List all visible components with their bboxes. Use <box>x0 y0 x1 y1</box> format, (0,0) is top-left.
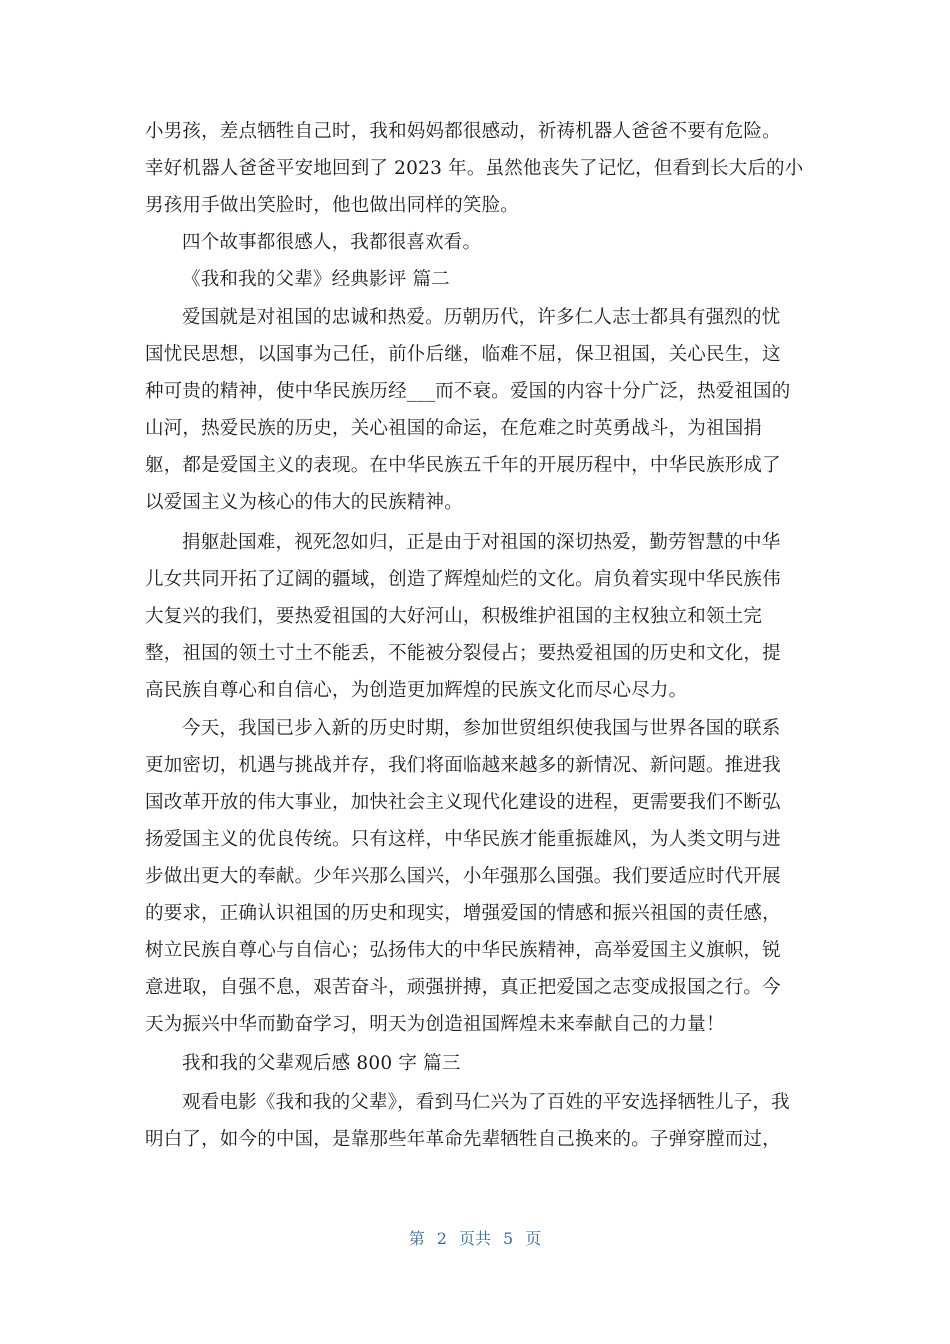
body-line-22: 的要求，正确认识祖国的历史和现实，增强爱国的情感和振兴祖国的责任感， <box>145 903 781 924</box>
page-footer <box>0 1226 950 1249</box>
section-heading-2: 《我和我的父辈》经典影评 篇二 <box>182 269 450 290</box>
body-line-14: 大复兴的我们，要热爱祖国的大好河山，积极维护祖国的主权独立和领土完 <box>145 606 763 627</box>
body-line-25: 天为振兴中华而勤奋学习，明天为创造祖国辉煌未来奉献自己的力量！ <box>145 1014 725 1035</box>
body-line-28: 明白了，如今的中国，是靠那些年革命先辈牺牲自己换来的。子弹穿膛而过， <box>145 1129 781 1150</box>
body-line-2: 幸好机器人爸爸平安地回到了 2023 年。虽然他丧失了记忆，但看到长大后的小 <box>145 158 804 179</box>
total-pages-number: 5 <box>503 1229 514 1248</box>
body-line-23: 树立民族自尊心与自信心；弘扬伟大的中华民族精神，高举爱国主义旗帜，锐 <box>145 940 781 961</box>
body-line-1: 小男孩，差点牺牲自己时，我和妈妈都很感动，祈祷机器人爸爸不要有危险。 <box>145 121 781 142</box>
body-line-7: 国忧民思想，以国事为己任，前仆后继，临难不屈，保卫祖国，关心民生，这 <box>145 344 781 365</box>
page-label-mid: 页共 <box>458 1229 491 1248</box>
body-line-13: 儿女共同开拓了辽阔的疆域，创造了辉煌灿烂的文化。肩负着实现中华民族伟 <box>145 569 781 590</box>
page-label-suffix: 页 <box>525 1229 542 1248</box>
body-line-24: 意进取，自强不息，艰苦奋斗，顽强拼搏，真正把爱国之志变成报国之行。今 <box>145 977 781 998</box>
body-line-17: 今天，我国已步入新的历史时期，参加世贸组织使我国与世界各国的联系 <box>182 718 781 739</box>
body-line-27: 观看电影《我和我的父辈》，看到马仁兴为了百姓的平安选择牺牲儿子，我 <box>182 1092 790 1113</box>
body-line-16: 高民族自尊心和自信心，为创造更加辉煌的民族文化而尽心尽力。 <box>145 680 688 701</box>
body-line-8: 种可贵的精神，使中华民族历经___而不衰。爱国的内容十分广泛，热爱祖国的 <box>145 381 791 402</box>
body-line-4: 四个故事都很感人，我都很喜欢看。 <box>182 232 482 253</box>
body-line-10: 躯，都是爱国主义的表现。在中华民族五千年的开展历程中，中华民族形成了 <box>145 455 781 476</box>
body-line-9: 山河，热爱民族的历史，关心祖国的命运，在危难之时英勇战斗，为祖国捐 <box>145 418 763 439</box>
body-line-20: 扬爱国主义的优良传统。只有这样，中华民族才能重振雄风，为人类文明与进 <box>145 829 781 850</box>
section-heading-3: 我和我的父辈观后感 800 字 篇三 <box>182 1053 461 1074</box>
body-line-21: 步做出更大的奉献。少年兴那么国兴，小年强那么国强。我们要适应时代开展 <box>145 866 781 887</box>
body-line-19: 国改革开放的伟大事业，加快社会主义现代化建设的进程，更需要我们不断弘 <box>145 792 781 813</box>
body-line-6: 爱国就是对祖国的忠诚和热爱。历朝历代，许多仁人志士都具有强烈的忧 <box>182 307 781 328</box>
body-line-12: 捐躯赴国难，视死忽如归，正是由于对祖国的深切热爱，勤劳智慧的中华 <box>182 532 781 553</box>
body-line-15: 整，祖国的领土寸土不能丢，不能被分裂侵占；要热爱祖国的历史和文化，提 <box>145 643 781 664</box>
page-label-prefix: 第 <box>408 1229 425 1248</box>
body-line-11: 以爱国主义为核心的伟大的民族精神。 <box>145 492 463 513</box>
current-page-number: 2 <box>436 1229 447 1248</box>
body-line-3: 男孩用手做出笑脸时，他也做出同样的笑脸。 <box>145 195 520 216</box>
body-line-18: 更加密切，机遇与挑战并存，我们将面临越来越多的新情况、新问题。推进我 <box>145 755 781 776</box>
